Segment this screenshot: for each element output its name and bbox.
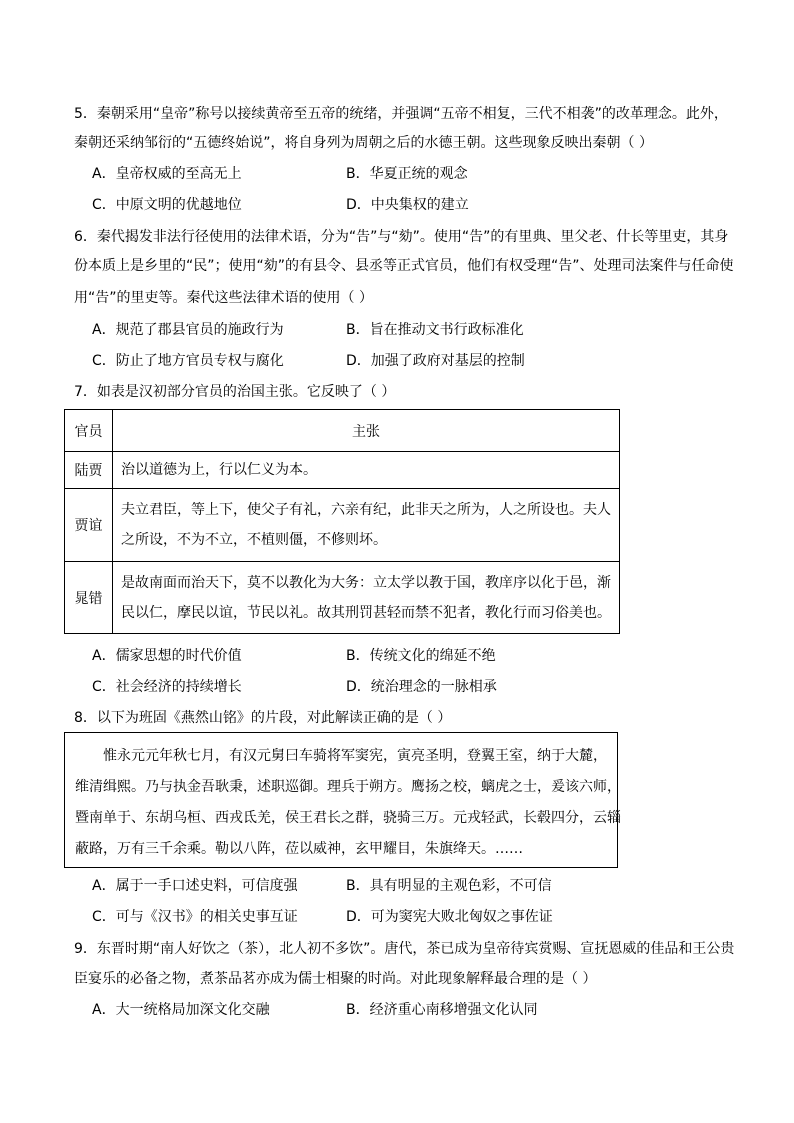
table-row	[65, 452, 620, 489]
passage-line: 暨南单于、东胡乌桓、西戎氐羌，侯王君长之群，骁骑三万。元戎轻武，长毂四分，云辎	[75, 810, 621, 826]
official-name: 贾谊	[65, 489, 113, 562]
q5-stem-line-2: 秦朝还采纳邹衍的“五德终始说”，将自身列为周朝之后的水德王朝。这些现象反映出秦朝（ ）	[74, 135, 653, 151]
q8-passage-box	[64, 732, 621, 868]
q6-option-a[interactable]: A．规范了郡县官员的施政行为	[92, 322, 284, 338]
header-official: 官员	[65, 410, 113, 452]
q6-stem-line-3: 用“告”的里吏等。秦代这些法律术语的使用（ ）	[74, 290, 373, 306]
q7-option-d[interactable]: D．统治理念的一脉相承	[346, 679, 497, 695]
q5-option-c[interactable]: C．中原文明的优越地位	[92, 197, 242, 213]
q9-stem-line-2: 臣宴乐的必备之物，煮茶品茗亦成为儒士相聚的时尚。对此现象解释最合理的是（ ）	[74, 971, 597, 987]
q8-stem: 8．以下为班固《燕然山铭》的片段，对此解读正确的是（ ）	[74, 710, 452, 726]
passage-line: 维清缉熙。乃与执金吾耿秉，述职巡御。理兵于朔方。鹰扬之校，螭虎之士，爰该六师，	[75, 779, 621, 795]
q8-option-b[interactable]: B．具有明显的主观色彩，不可信	[346, 878, 552, 894]
q5-option-d[interactable]: D．中央集权的建立	[346, 197, 469, 213]
passage-line: 惟永元元年秋七月，有汉元舅曰车骑将军窦宪，寅亮圣明，登翼王室，纳于大麓，	[103, 748, 607, 764]
q8-option-c[interactable]: C．可与《汉书》的相关史事互证	[92, 909, 298, 925]
passage-line: 蔽路，万有三千余乘。勒以八阵，莅以威神，玄甲耀目，朱旗绛天。……	[75, 841, 523, 857]
q7-option-a[interactable]: A．儒家思想的时代价值	[92, 648, 242, 664]
q7-table	[64, 409, 620, 634]
q6-stem-line-2: 份本质上是乡里的“民”；使用“劾”的有县令、县丞等正式官员，他们有权受理“告”、处理司法案件与任命使	[74, 258, 734, 274]
official-name: 晁错	[65, 562, 113, 634]
q9-stem-line-1: 9．东晋时期“南人好饮之（茶），北人初不多饮”。唐代，茶已成为皇帝待宾赏赐、宣抚恩威的佳品和王公贵	[74, 941, 735, 957]
q6-option-b[interactable]: B．旨在推动文书行政标准化	[346, 322, 524, 338]
q5-option-a[interactable]: A．皇帝权威的至高无上	[92, 166, 242, 182]
proposal-line: 是故南面而治天下，莫不以教化为大务：立太学以教于国，教庠序以化于邑，渐	[121, 574, 611, 591]
q9-option-b[interactable]: B．经济重心南移增强文化认同	[346, 1002, 538, 1018]
q8-option-a[interactable]: A．属于一手口述史料，可信度强	[92, 878, 298, 894]
q9-option-a[interactable]: A．大一统格局加深文化交融	[92, 1002, 270, 1018]
q6-option-d[interactable]: D．加强了政府对基层的控制	[346, 353, 525, 369]
q5-option-b[interactable]: B．华夏正统的观念	[346, 166, 468, 182]
proposal-cell	[113, 489, 620, 562]
q6-stem-line-1: 6．秦代揭发非法行径使用的法律术语，分为“告”与“劾”。使用“告”的有里典、里父老、什长等里吏，其身	[74, 229, 729, 245]
proposal-line: 夫立君臣，等上下，使父子有礼，六亲有纪，此非天之所为，人之所设也。夫人	[121, 502, 611, 518]
q6-option-c[interactable]: C．防止了地方官员专权与腐化	[92, 353, 284, 369]
official-name: 陆贾	[65, 452, 113, 489]
q8-option-d[interactable]: D．可为窦宪大败北匈奴之事佐证	[346, 909, 553, 925]
proposal-cell	[113, 452, 620, 489]
q7-option-b[interactable]: B．传统文化的绵延不绝	[346, 648, 496, 664]
q7-stem: 7．如表是汉初部分官员的治国主张。它反映了（ ）	[74, 384, 396, 400]
header-proposal: 主张	[113, 410, 620, 452]
proposal-cell	[113, 562, 620, 634]
q7-option-c[interactable]: C．社会经济的持续增长	[92, 679, 242, 695]
table-row	[65, 489, 620, 562]
proposal-line: 之所设，不为不立，不植则僵，不修则坏。	[121, 532, 387, 548]
table-header-row	[65, 410, 620, 452]
q5-stem-line-1: 5．秦朝采用“皇帝”称号以接续黄帝至五帝的统绪，并强调“五帝不相复，三代不相袭”的改革理念。此外，	[74, 106, 728, 122]
proposal-line: 民以仁，摩民以谊，节民以礼。故其刑罚甚轻而禁不犯者，教化行而习俗美也。	[121, 604, 611, 621]
table-row	[65, 562, 620, 634]
proposal-line: 治以道德为上，行以仁义为本。	[121, 462, 317, 478]
